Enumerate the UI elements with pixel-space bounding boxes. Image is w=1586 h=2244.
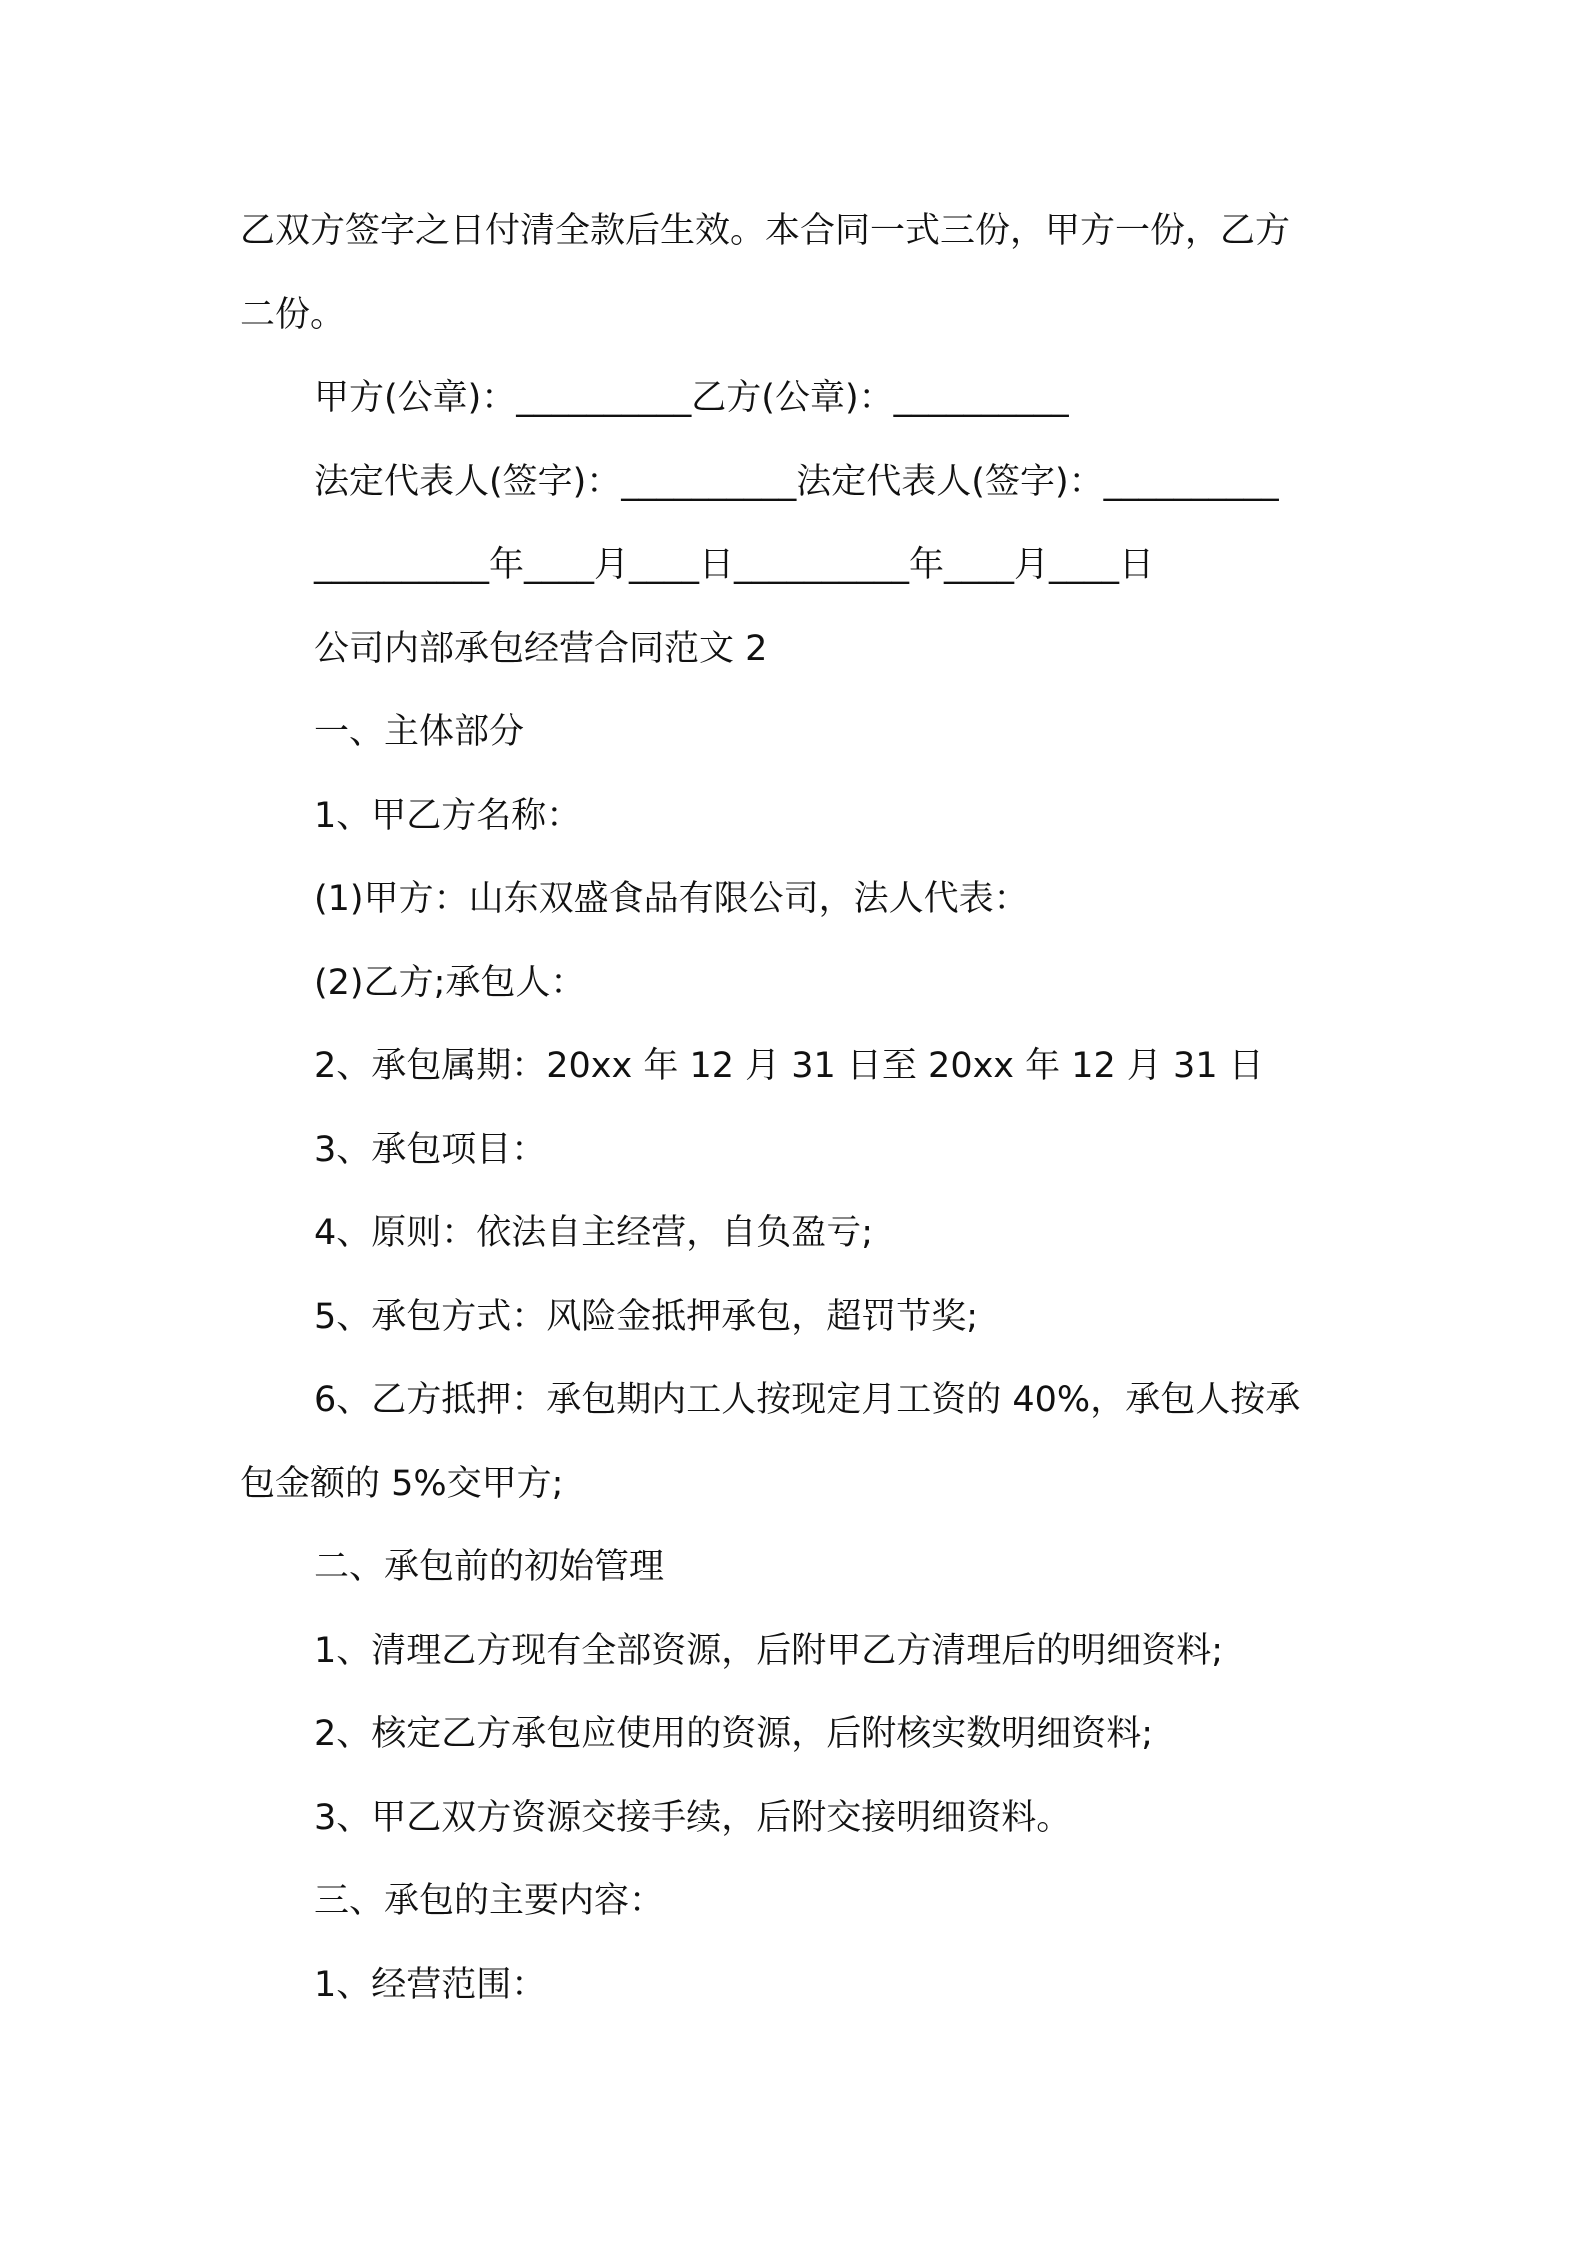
text-line: 1、甲乙方名称：	[314, 795, 582, 836]
text-line: 2、承包属期：20xx 年 12 月 31 日至 20xx 年 12 月 31 日	[314, 1046, 1264, 1086]
signature-line-seal: 甲方(公章)：__________乙方(公章)：__________	[314, 378, 1069, 418]
text-line: 3、甲乙双方资源交接手续，后附交接明细资料。	[314, 1797, 1072, 1838]
text-line: 2、核定乙方承包应使用的资源，后附核实数明细资料;	[314, 1714, 1154, 1754]
text-line: 包金额的 5%交甲方;	[240, 1463, 564, 1504]
signature-line-date: __________年____月____日__________年____月____日	[314, 545, 1155, 585]
section-heading: 三、承包的主要内容：	[314, 1881, 665, 1921]
section-heading: 一、主体部分	[314, 712, 525, 752]
text-line: 二份。	[240, 294, 346, 335]
text-line: 5、承包方式：风险金抵押承包，超罚节奖;	[314, 1296, 979, 1337]
section-heading: 二、承包前的初始管理	[314, 1547, 665, 1587]
text-line: 4、原则：依法自主经营，自负盈亏;	[314, 1213, 874, 1253]
text-line: 乙双方签字之日付清全款后生效。本合同一式三份，甲方一份，乙方	[240, 211, 1291, 251]
document-body	[240, 190, 1350, 2027]
text-line: 1、清理乙方现有全部资源，后附甲乙方清理后的明细资料;	[314, 1630, 1224, 1671]
text-line: 3、承包项目：	[314, 1129, 547, 1170]
text-line: 1、经营范围：	[314, 1964, 547, 2005]
text-line: (1)甲方：山东双盛食品有限公司，法人代表：	[314, 879, 1029, 919]
section-title: 公司内部承包经营合同范文 2	[314, 628, 768, 669]
text-line: (2)乙方;承包人：	[314, 962, 586, 1003]
text-line: 6、乙方抵押：承包期内工人按现定月工资的 40%，承包人按承	[314, 1380, 1301, 1420]
signature-line-representative: 法定代表人(签字)：__________法定代表人(签字)：__________	[314, 461, 1279, 502]
